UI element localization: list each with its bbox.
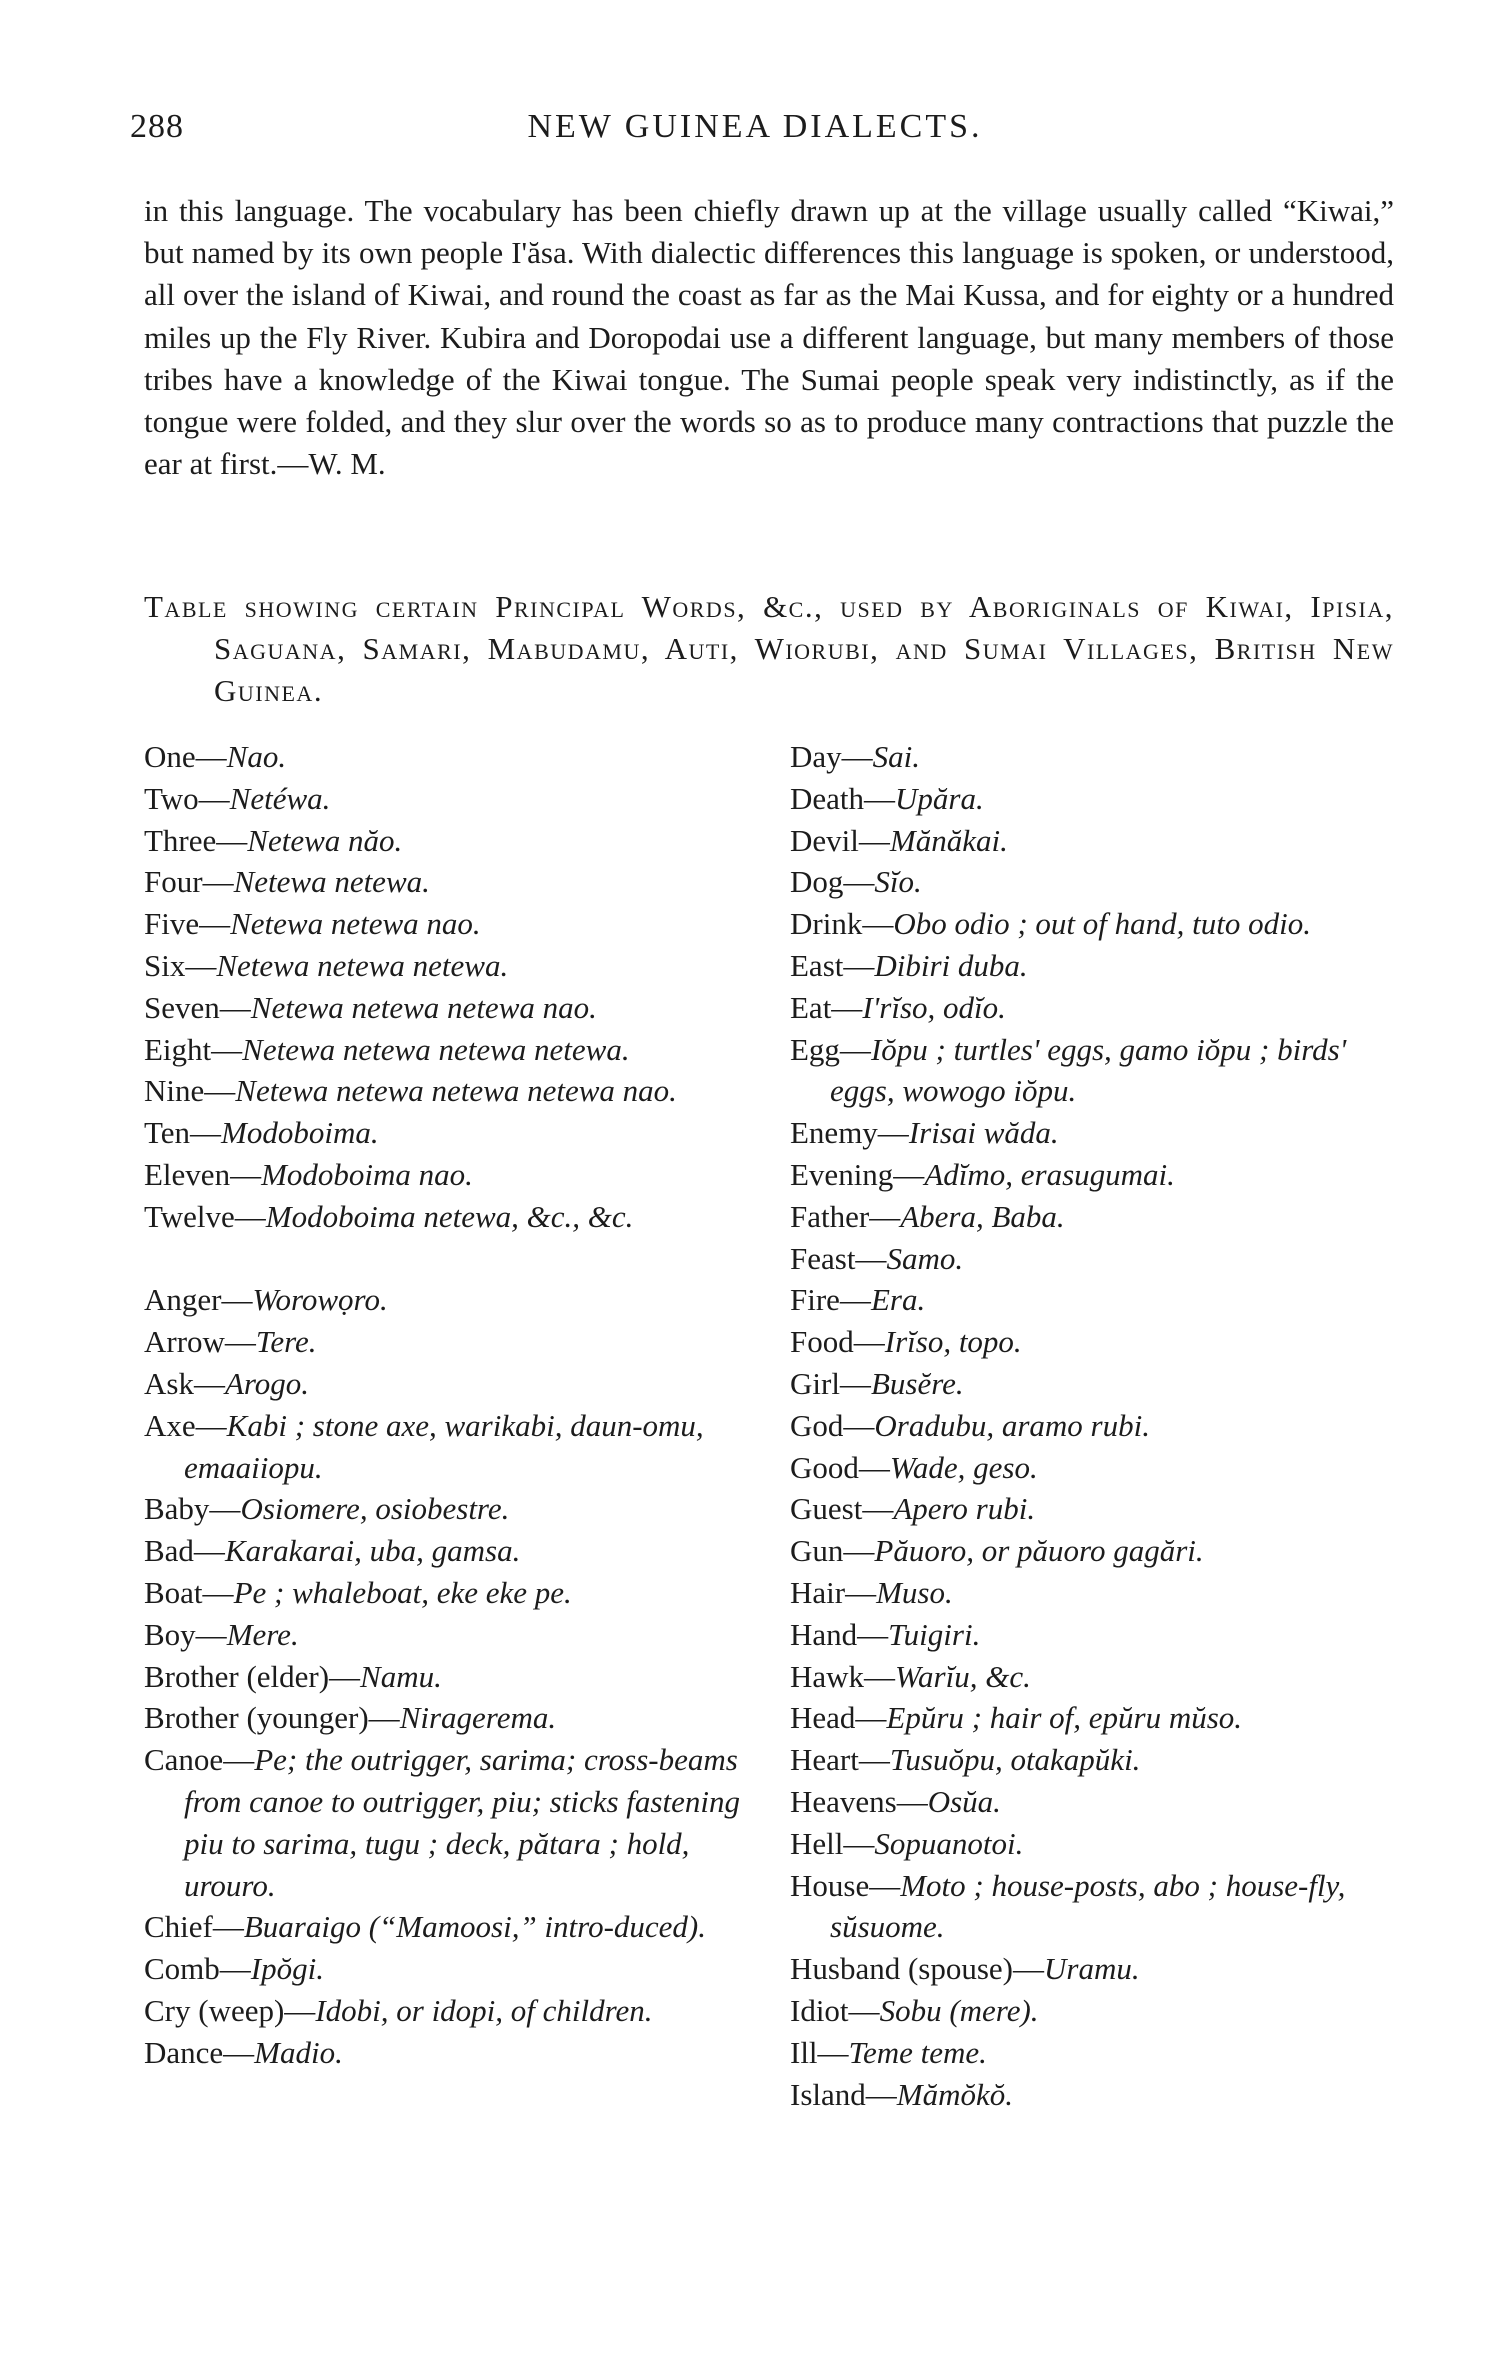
- vocabulary-entry: [144, 987, 744, 1029]
- vocabulary-entry: [790, 1697, 1390, 1739]
- vocabulary-entry: [144, 2032, 744, 2074]
- vocabulary-entry: [144, 1572, 744, 1614]
- vocabulary-entry: [790, 1781, 1390, 1823]
- vocabulary-entry: [144, 1279, 744, 1321]
- entry-word: Chief—: [144, 1909, 244, 1945]
- entry-translation: Busĕre.: [870, 1365, 964, 1401]
- entry-translation: Netewa netewa netewa nao.: [250, 989, 597, 1025]
- entry-translation: Iŏpu ; turtles' eggs, gamo iŏpu ; birds' eggs, wowogo iŏpu.: [830, 1031, 1347, 1109]
- vocabulary-entry: [144, 1948, 744, 1990]
- vocabulary-entry: [790, 1990, 1390, 2032]
- entry-word: Two—: [144, 780, 230, 816]
- entry-word: Enemy—: [790, 1115, 909, 1151]
- entry-word: Comb—: [144, 1951, 251, 1987]
- vocabulary-right-column: [790, 736, 1390, 2115]
- vocabulary-entry: [790, 1029, 1390, 1113]
- vocabulary-entry: [144, 1070, 744, 1112]
- entry-translation: I'rĭso, odĭo.: [862, 989, 1006, 1025]
- entry-word: Eleven—: [144, 1156, 262, 1192]
- vocabulary-entry: [144, 945, 744, 987]
- entry-translation: Netewa netewa.: [233, 864, 430, 900]
- entry-word: Hawk—: [790, 1658, 896, 1694]
- vocabulary-entry: [144, 861, 744, 903]
- vocabulary-entry: [144, 1614, 744, 1656]
- vocabulary-entry: [144, 1990, 744, 2032]
- entry-word: Axe—: [144, 1407, 227, 1443]
- vocabulary-entry: [790, 1614, 1390, 1656]
- entry-translation: Netewa netewa netewa netewa.: [242, 1031, 630, 1067]
- vocabulary-left-column: [144, 736, 744, 2074]
- entry-translation: Madio.: [254, 2034, 343, 2070]
- table-heading-first: Table showing certain Principal Words, &c., used by Aboriginals of: [144, 589, 1189, 624]
- entry-word: Idiot—: [790, 1992, 880, 2028]
- vocabulary-entry: [144, 1739, 744, 1906]
- entry-word: Head—: [790, 1700, 887, 1736]
- vocabulary-entry: [790, 1405, 1390, 1447]
- table-heading: [144, 586, 1394, 712]
- entry-word: Five—: [144, 906, 231, 942]
- entry-word: Food—: [790, 1324, 885, 1360]
- entry-translation: Obo odio ; out of hand, tuto odio.: [893, 906, 1311, 942]
- vocabulary-entry: [790, 945, 1390, 987]
- entry-translation: Buaraigo (“Mamoosi,” intro-duced).: [243, 1909, 706, 1945]
- vocabulary-entry: [144, 736, 744, 778]
- running-head: NEW GUINEA DIALECTS.: [527, 108, 983, 145]
- vocabulary-entry: [790, 1823, 1390, 1865]
- entry-word: Ask—: [144, 1365, 225, 1401]
- entry-word: East—: [790, 947, 875, 983]
- entry-word: Gun—: [790, 1533, 875, 1569]
- vocabulary-entry: [790, 1739, 1390, 1781]
- vocabulary-entry: [790, 1656, 1390, 1698]
- entry-translation: Netéwa.: [229, 780, 331, 816]
- entry-word: Twelve—: [144, 1198, 266, 1234]
- vocabulary-entry: [790, 1321, 1390, 1363]
- entry-word: Feast—: [790, 1240, 887, 1276]
- vocabulary-entry: [144, 1697, 744, 1739]
- vocabulary-entry: [790, 736, 1390, 778]
- entry-translation: Kabi ; stone axe, warikabi, daun-omu, emaaiiopu.: [184, 1407, 704, 1485]
- entry-translation: Irĭso, topo.: [884, 1324, 1022, 1360]
- entry-translation: Netewa netewa netewa netewa nao.: [235, 1073, 677, 1109]
- entry-word: Ten—: [144, 1115, 222, 1151]
- entry-word: Hell—: [790, 1825, 875, 1861]
- vocabulary-entry: [790, 1865, 1390, 1949]
- entry-word: Guest—: [790, 1491, 894, 1527]
- entry-word: Arrow—: [144, 1324, 256, 1360]
- entry-word: Brother (elder)—: [144, 1658, 361, 1694]
- entry-word: Eat—: [790, 989, 863, 1025]
- entry-translation: Dibiri duba.: [874, 947, 1028, 983]
- vocabulary-entry: [790, 1238, 1390, 1280]
- entry-translation: Era.: [870, 1282, 926, 1318]
- entry-translation: Irisai wăda.: [908, 1115, 1059, 1151]
- entry-word: Boat—: [144, 1574, 234, 1610]
- page-number: 288: [130, 108, 184, 145]
- entry-word: Hand—: [790, 1616, 889, 1652]
- entry-translation: Uramu.: [1044, 1951, 1140, 1987]
- entry-word: Drink—: [790, 906, 894, 942]
- entry-translation: Netewa netewa nao.: [230, 906, 481, 942]
- entry-translation: Mănăkai.: [889, 822, 1008, 858]
- vocabulary-entry: [144, 1321, 744, 1363]
- entry-translation: Upăra.: [895, 780, 984, 816]
- entry-word: Ill—: [790, 2034, 849, 2070]
- vocabulary-entry: [790, 987, 1390, 1029]
- entry-word: Brother (younger)—: [144, 1700, 400, 1736]
- entry-translation: Păuoro, or păuoro gagări.: [874, 1533, 1204, 1569]
- entry-translation: Pe; the outrigger, sarima; cross-beams from canoe to outrigger, piu; sticks fastening piu to sarima, tugu ; deck, pătara ; hold, urouro.: [184, 1742, 740, 1903]
- vocabulary-entry: [144, 1906, 744, 1948]
- entry-translation: Oradubu, aramo rubi.: [874, 1407, 1150, 1443]
- entry-translation: Sobu (mere).: [879, 1992, 1039, 2028]
- entry-translation: Modoboima netewa, &c., &c.: [265, 1198, 634, 1234]
- entry-translation: Nao.: [226, 739, 287, 774]
- entry-translation: Tuigiri.: [888, 1616, 981, 1652]
- intro-paragraph: [144, 190, 1394, 485]
- vocabulary-entry: [790, 861, 1390, 903]
- vocabulary-entry: [790, 820, 1390, 862]
- entry-word: Six—: [144, 947, 217, 983]
- entry-translation: Wade, geso.: [889, 1449, 1038, 1485]
- entry-word: Canoe—: [144, 1742, 255, 1778]
- entry-word: Girl—: [790, 1365, 871, 1401]
- vocabulary-entry: [144, 1112, 744, 1154]
- vocabulary-entry: [144, 903, 744, 945]
- vocabulary-entry: [144, 1363, 744, 1405]
- entry-word: Dance—: [144, 2034, 255, 2070]
- vocabulary-entry: [144, 1405, 744, 1489]
- entry-translation: Epŭru ; hair of, epŭru mŭso.: [886, 1700, 1243, 1736]
- vocabulary-entry: [790, 1363, 1390, 1405]
- entry-translation: Modoboima.: [221, 1115, 379, 1151]
- entry-word: Fire—: [790, 1282, 871, 1318]
- entry-word: Evening—: [790, 1156, 925, 1192]
- vocabulary-entry: [790, 1572, 1390, 1614]
- entry-translation: Pe ; whaleboat, eke eke pe.: [233, 1574, 572, 1610]
- entry-word: God—: [790, 1407, 875, 1443]
- entry-translation: Adĭmo, erasugumai.: [924, 1156, 1175, 1192]
- entry-word: Hair—: [790, 1574, 877, 1610]
- entry-translation: Warĭu, &c.: [895, 1658, 1031, 1694]
- entry-translation: Idobi, or idopi, of children.: [315, 1992, 653, 2028]
- table-heading-rest: Kiwai, Ipisia, Saguana, Samari, Mabudamu, Auti, Wiorubi, and Sumai Villages, British New Guinea.: [214, 589, 1395, 708]
- vocabulary-entry: [144, 1530, 744, 1572]
- vocabulary-entry: [144, 1196, 744, 1238]
- entry-translation: Niragerema.: [399, 1700, 557, 1736]
- page-header: [130, 108, 1380, 158]
- entry-translation: Worowọro.: [252, 1282, 388, 1318]
- entry-translation: Netewa năo.: [247, 822, 403, 858]
- vocabulary-entry: [144, 820, 744, 862]
- entry-word: Seven—: [144, 989, 251, 1025]
- entry-word: Devil—: [790, 822, 890, 858]
- entry-translation: Modoboima nao.: [261, 1156, 473, 1192]
- entry-word: House—: [790, 1867, 901, 1903]
- vocabulary-entry: [790, 1948, 1390, 1990]
- vocabulary-entry: [790, 1112, 1390, 1154]
- entry-translation: Teme teme.: [848, 2034, 987, 2070]
- vocabulary-entry: [790, 2074, 1390, 2116]
- entry-translation: Netewa netewa netewa.: [216, 947, 509, 983]
- entry-translation: Apero rubi.: [893, 1491, 1036, 1527]
- entry-translation: Abera, Baba.: [900, 1198, 1065, 1234]
- vocabulary-entry: [790, 2032, 1390, 2074]
- vocabulary-entry: [144, 1488, 744, 1530]
- entry-word: Anger—: [144, 1282, 253, 1318]
- entry-word: Heavens—: [790, 1783, 928, 1819]
- entry-word: Good—: [790, 1449, 890, 1485]
- vocabulary-entry: [790, 1154, 1390, 1196]
- entry-translation: Sai.: [872, 739, 921, 774]
- entry-translation: Muso.: [876, 1574, 953, 1610]
- entry-word: Dog—: [790, 864, 875, 900]
- entry-word: Bad—: [144, 1533, 225, 1569]
- vocabulary-entry: [790, 1447, 1390, 1489]
- entry-translation: Osŭa.: [927, 1783, 1001, 1819]
- entry-translation: Ipŏgi.: [250, 1951, 324, 1987]
- entry-word: One—: [144, 739, 227, 774]
- entry-word: Cry (weep)—: [144, 1992, 316, 2028]
- vocabulary-entry: [790, 1488, 1390, 1530]
- vocabulary-entry: [144, 1029, 744, 1071]
- vocabulary-entry: [144, 1154, 744, 1196]
- entry-word: Baby—: [144, 1491, 241, 1527]
- entry-translation: Tere.: [255, 1324, 317, 1360]
- vocabulary-entry: [144, 778, 744, 820]
- vocabulary-entry: [790, 1196, 1390, 1238]
- entry-word: Boy—: [144, 1616, 227, 1652]
- entry-translation: Sopuanotoi.: [874, 1825, 1024, 1861]
- entry-translation: Tusuŏpu, otakapŭki.: [889, 1742, 1141, 1778]
- vocabulary-entry: [144, 1656, 744, 1698]
- vocabulary-entry: [790, 778, 1390, 820]
- entry-translation: Samo.: [886, 1240, 964, 1276]
- entry-gap: [144, 1238, 744, 1280]
- entry-word: Day—: [790, 739, 873, 774]
- entry-translation: Arogo.: [224, 1365, 310, 1401]
- entry-translation: Mămŏkŏ.: [896, 2076, 1013, 2112]
- entry-word: Island—: [790, 2076, 897, 2112]
- vocabulary-entry: [790, 1279, 1390, 1321]
- vocabulary-entry: [790, 903, 1390, 945]
- entry-translation: Namu.: [360, 1658, 442, 1694]
- entry-word: Egg—: [790, 1031, 871, 1067]
- entry-word: Eight—: [144, 1031, 243, 1067]
- entry-word: Nine—: [144, 1073, 236, 1109]
- entry-word: Heart—: [790, 1742, 890, 1778]
- entry-word: Four—: [144, 864, 234, 900]
- entry-translation: Osiomere, osiobestre.: [240, 1491, 510, 1527]
- entry-word: Husband (spouse)—: [790, 1951, 1044, 1987]
- intro-text: in this language. The vocabulary has been chiefly drawn up at the village usually called “Kiwai,” but named by its own people I'ăsa. With dialectic differences this language is spoken, or understood, all over the island of Kiwai, and round the coast as far as the Mai Kussa, and for eighty or a hundred miles up the Fly River. Kubira and Doropodai use a different language, but many members of those tribes have a knowledge of the Kiwai tongue. The Sumai people speak very indistinctly, as if the tongue were folded, and they slur over the words so as to produce many contractions that puzzle the ear at first.—W. M.: [144, 193, 1394, 482]
- entry-translation: Sĭo.: [874, 864, 922, 900]
- entry-translation: Mere.: [226, 1616, 299, 1652]
- entry-word: Father—: [790, 1198, 901, 1234]
- entry-word: Three—: [144, 822, 248, 858]
- entry-translation: Karakarai, uba, gamsa.: [224, 1533, 521, 1569]
- entry-word: Death—: [790, 780, 896, 816]
- vocabulary-entry: [790, 1530, 1390, 1572]
- entry-translation: Moto ; house-posts, abo ; house-fly, sŭsuome.: [830, 1867, 1346, 1945]
